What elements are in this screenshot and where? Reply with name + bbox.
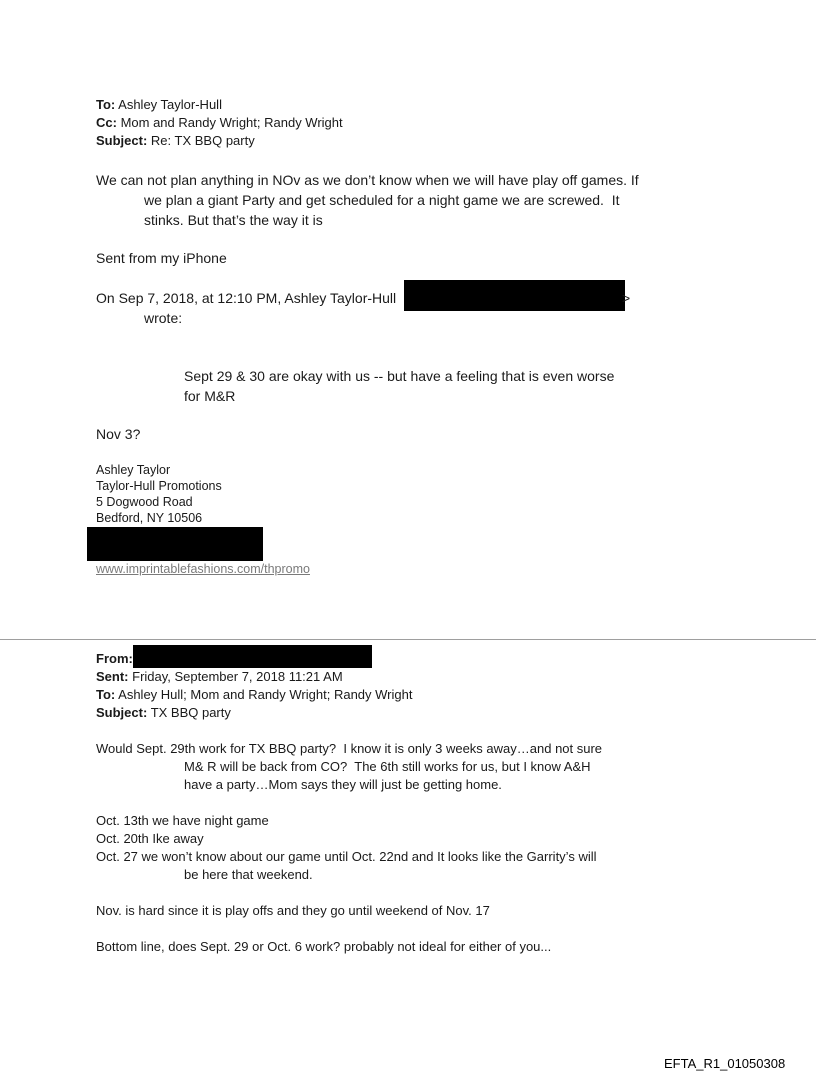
- cc-line: [96, 114, 343, 132]
- email1-header: [96, 96, 343, 150]
- sent-label: Sent:: [96, 669, 129, 684]
- email2-body-p1: [96, 740, 602, 794]
- divider: [0, 639, 816, 640]
- from-label: From:: [96, 651, 133, 666]
- redaction-box: [87, 527, 263, 561]
- nov-question: Nov 3?: [96, 426, 141, 442]
- sig-company: Taylor-Hull Promotions: [96, 479, 222, 493]
- sig-address: Bedford, NY 10506: [96, 511, 203, 525]
- redaction-box: [404, 280, 625, 311]
- email2-nov-line: Nov. is hard since it is play offs and they go until weekend of Nov. 17: [96, 903, 490, 918]
- quote-header-tail: >: [622, 290, 631, 306]
- subject-value: Re: TX BBQ party: [150, 133, 255, 148]
- cc-value: Mom and Randy Wright; Randy Wright: [120, 115, 343, 130]
- redaction-box: [133, 645, 372, 668]
- email2-body-schedule: [96, 812, 597, 884]
- body-line: stinks. But that’s the way it is: [144, 212, 323, 228]
- to-label: To:: [96, 687, 116, 702]
- to-value: Ashley Taylor-Hull: [118, 97, 222, 112]
- cc-label: Cc:: [96, 115, 117, 130]
- subject-value: TX BBQ party: [150, 705, 231, 720]
- to-line: [96, 96, 343, 114]
- quote-header-text: On Sep 7, 2018, at 12:10 PM, Ashley Taylor-Hull: [96, 290, 397, 306]
- email1-body: [96, 170, 639, 230]
- sent-line: [96, 668, 412, 686]
- schedule-line: Oct. 20th Ike away: [96, 831, 204, 846]
- document-id: EFTA_R1_01050308: [664, 1056, 786, 1071]
- body-line: we plan a giant Party and get scheduled for a night game we are screwed. It: [144, 192, 620, 208]
- subject-line: [96, 704, 412, 722]
- schedule-line: be here that weekend.: [184, 867, 313, 882]
- sig-name: Ashley Taylor: [96, 463, 171, 477]
- to-label: To:: [96, 97, 116, 112]
- body-line: We can not plan anything in NOv as we don’t know when we will have play off games. If: [96, 172, 639, 188]
- body-line: Would Sept. 29th work for TX BBQ party? I know it is only 3 weeks away…and not sure: [96, 741, 603, 756]
- body-line: M& R will be back from CO? The 6th still works for us, but I know A&H: [184, 759, 591, 774]
- to-value: Ashley Hull; Mom and Randy Wright; Randy Wright: [118, 687, 413, 702]
- signature-block: [96, 462, 222, 526]
- quote-header-wrote: wrote:: [144, 310, 183, 326]
- schedule-line: Oct. 13th we have night game: [96, 813, 269, 828]
- subject-line: [96, 132, 343, 150]
- body-line: have a party…Mom says they will just be getting home.: [184, 777, 502, 792]
- quoted-line: Sept 29 & 30 are okay with us -- but have a feeling that is even worse: [184, 368, 615, 384]
- sig-address: 5 Dogwood Road: [96, 495, 193, 509]
- subject-label: Subject:: [96, 705, 148, 720]
- sig-website-link[interactable]: www.imprintablefashions.com/thpromo: [96, 562, 310, 576]
- to-line: [96, 686, 412, 704]
- sent-from-signature: Sent from my iPhone: [96, 250, 227, 266]
- quoted-line: for M&R: [184, 388, 236, 404]
- schedule-line: Oct. 27 we won’t know about our game until Oct. 22nd and It looks like the Garrity’s will: [96, 849, 597, 864]
- sent-value: Friday, September 7, 2018 11:21 AM: [132, 669, 343, 684]
- email2-bottom-line: Bottom line, does Sept. 29 or Oct. 6 work? probably not ideal for either of you...: [96, 939, 552, 954]
- quote-header: [96, 288, 396, 308]
- quoted-message: [184, 366, 614, 406]
- subject-label: Subject:: [96, 133, 148, 148]
